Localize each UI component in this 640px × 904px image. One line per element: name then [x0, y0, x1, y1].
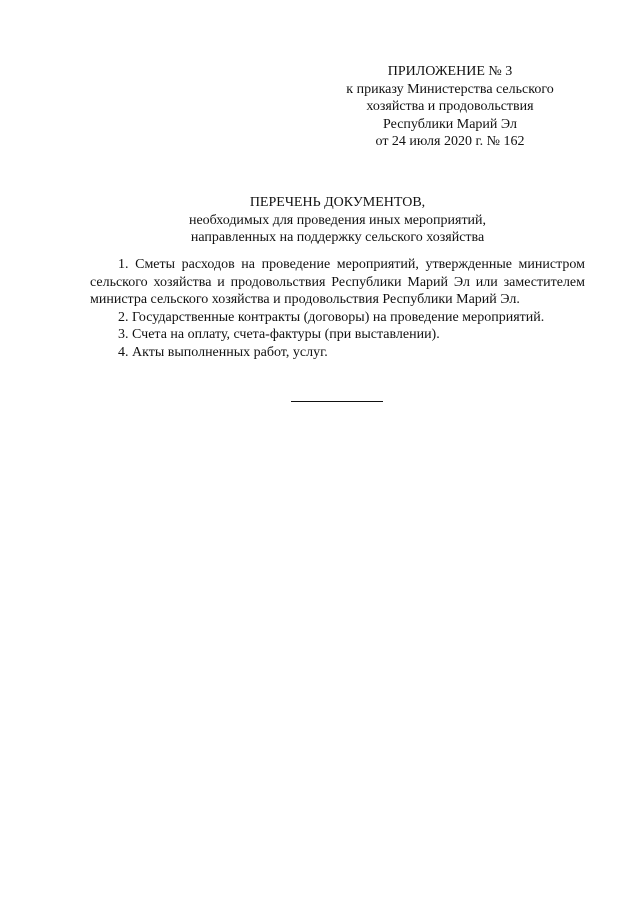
appendix-ministry: хозяйства и продовольствия	[366, 99, 534, 114]
appendix-number: ПРИЛОЖЕНИЕ № 3	[387, 64, 513, 79]
title-subtitle-2: направленных на поддержку сельского хозяйства	[190, 230, 485, 245]
appendix-header	[330, 63, 570, 151]
end-divider	[291, 401, 383, 402]
list-item-1: 1. Сметы расходов на проведение мероприятий, утвержденные министром сельского хозяйства и продовольствия Республики Марий Эл или заместителем министра сельского хозяйства и продовольствия Республики Марий Эл.	[90, 257, 585, 307]
list-item-3: 3. Счета на оплату, счета-фактуры (при выставлении).	[118, 327, 440, 342]
document-list	[90, 256, 585, 361]
appendix-date: от 24 июля 2020 г. № 162	[375, 134, 525, 149]
document-title	[90, 194, 585, 247]
title-subtitle-1: необходимых для проведения иных мероприятий,	[188, 212, 487, 228]
list-item-4: 4. Акты выполненных работ, услуг.	[118, 344, 328, 360]
list-item-2: 2. Государственные контракты (договоры) на проведение мероприятий.	[118, 309, 545, 325]
appendix-republic: Республики Марий Эл	[383, 116, 517, 132]
title-heading: ПЕРЕЧЕНЬ ДОКУМЕНТОВ,	[249, 195, 426, 210]
appendix-order-ref: к приказу Министерства сельского	[346, 81, 554, 97]
